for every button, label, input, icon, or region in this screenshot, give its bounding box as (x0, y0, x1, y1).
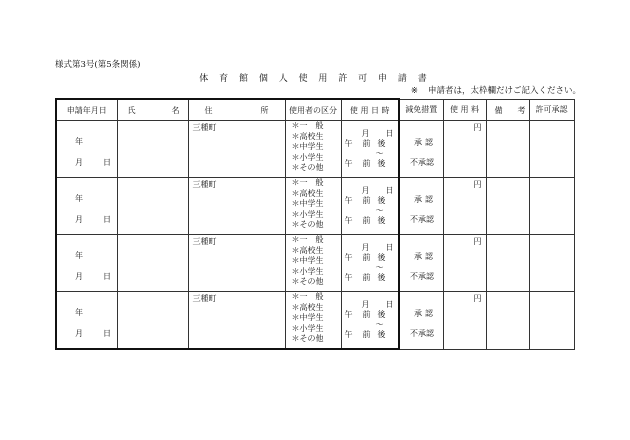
start-ampm-b: 前 (362, 139, 371, 148)
approve-label: 承認 (414, 309, 436, 318)
header-name-second: 名 (171, 106, 180, 115)
category-general: ＊一 般 (291, 178, 324, 187)
form-number: 様式第3号(第5条関係) (55, 60, 141, 70)
category-high-school: ＊高校生 (291, 245, 324, 255)
not-approve-label: 不承認 (410, 272, 434, 281)
day-label: 日 (103, 215, 111, 224)
reduction-cell (399, 235, 443, 292)
category-cell[interactable] (285, 292, 341, 350)
name-cell[interactable] (117, 235, 188, 292)
category-high-school: ＊高校生 (291, 302, 324, 312)
category-junior-high: ＊中学生 (291, 256, 324, 266)
end-ampm-c: 後 (377, 159, 386, 168)
town-label: 三種町 (192, 180, 217, 189)
remarks-cell (486, 235, 529, 292)
end-ampm-b: 前 (362, 273, 371, 282)
name-cell[interactable] (117, 121, 188, 178)
year-label: 年 (75, 251, 83, 260)
year-label: 年 (75, 308, 83, 317)
end-ampm-a: 午 (344, 273, 353, 282)
reduction-cell (399, 178, 443, 235)
approval-cell (529, 178, 574, 235)
application-date-cell[interactable] (56, 178, 117, 235)
start-ampm-a: 午 (344, 253, 353, 262)
end-ampm-a: 午 (344, 330, 353, 339)
end-ampm-c: 後 (377, 216, 386, 225)
time-range-tilde: ～ (375, 206, 384, 215)
header-remarks-second: 考 (517, 105, 526, 115)
start-ampm-a: 午 (344, 310, 353, 319)
end-ampm-b: 前 (362, 330, 371, 339)
category-junior-high: ＊中学生 (291, 199, 324, 209)
yen-label: 円 (473, 237, 482, 246)
use-month-label: 月 (361, 186, 370, 195)
category-cell[interactable] (285, 235, 341, 292)
category-other: ＊その他 (291, 220, 324, 230)
note-text: 申請者は，太枠欄だけご記入ください。 (427, 86, 581, 96)
category-elementary: ＊小学生 (291, 152, 324, 162)
fee-cell (443, 178, 486, 235)
name-cell[interactable] (117, 178, 188, 235)
start-ampm-b: 前 (362, 196, 371, 205)
category-high-school: ＊高校生 (291, 131, 324, 141)
address-cell[interactable] (188, 292, 285, 350)
header-address-second: 所 (260, 106, 269, 115)
town-label: 三種町 (192, 123, 217, 132)
category-other: ＊その他 (291, 163, 324, 173)
use-month-label: 月 (361, 129, 370, 138)
approve-label: 承認 (414, 252, 436, 261)
category-other: ＊その他 (291, 277, 324, 287)
start-ampm-a: 午 (344, 196, 353, 205)
reduction-cell (399, 121, 443, 178)
header-category: 使用者の区分 (285, 99, 341, 121)
header-address (188, 99, 285, 121)
document-title: 体 育 館 個 人 使 用 許 可 申 請 書 (199, 74, 431, 84)
usage-datetime-cell[interactable] (341, 292, 399, 350)
fee-cell (443, 235, 486, 292)
use-day-label: 日 (385, 129, 394, 138)
start-ampm-c: 後 (377, 139, 386, 148)
start-ampm-a: 午 (344, 139, 353, 148)
category-elementary: ＊小学生 (291, 266, 324, 276)
start-ampm-c: 後 (377, 310, 386, 319)
day-label: 日 (103, 158, 111, 167)
approval-cell (529, 235, 574, 292)
month-label: 月 (75, 272, 83, 281)
category-elementary: ＊小学生 (291, 209, 324, 219)
yen-label: 円 (473, 294, 482, 303)
approval-cell (529, 121, 574, 178)
remarks-cell (486, 292, 529, 350)
use-day-label: 日 (385, 243, 394, 252)
fee-cell (443, 121, 486, 178)
application-row (56, 235, 574, 292)
month-label: 月 (75, 329, 83, 338)
address-cell[interactable] (188, 178, 285, 235)
header-address-first: 住 (204, 106, 213, 115)
header-remarks-first: 備 (494, 105, 503, 115)
time-range-tilde: ～ (375, 263, 384, 272)
approval-cell (529, 292, 574, 350)
application-row (56, 121, 574, 178)
month-label: 月 (75, 215, 83, 224)
address-cell[interactable] (188, 121, 285, 178)
start-ampm-c: 後 (377, 253, 386, 262)
application-date-cell[interactable] (56, 235, 117, 292)
use-day-label: 日 (385, 186, 394, 195)
yen-label: 円 (473, 180, 482, 189)
reduction-cell (399, 292, 443, 350)
not-approve-label: 不承認 (410, 215, 434, 224)
time-range-tilde: ～ (375, 320, 384, 329)
not-approve-label: 不承認 (410, 158, 434, 167)
end-ampm-c: 後 (377, 273, 386, 282)
usage-datetime-cell[interactable] (341, 178, 399, 235)
month-label: 月 (75, 158, 83, 167)
address-cell[interactable] (188, 235, 285, 292)
end-ampm-b: 前 (362, 159, 371, 168)
time-range-tilde: ～ (375, 149, 384, 158)
day-label: 日 (103, 329, 111, 338)
application-date-cell[interactable] (56, 292, 117, 350)
category-general: ＊一 般 (291, 235, 324, 244)
category-general: ＊一 般 (291, 292, 324, 301)
end-ampm-c: 後 (377, 330, 386, 339)
start-ampm-b: 前 (362, 253, 371, 262)
end-ampm-a: 午 (344, 216, 353, 225)
town-label: 三種町 (192, 294, 217, 303)
year-label: 年 (75, 194, 83, 203)
header-name (117, 99, 188, 121)
town-label: 三種町 (192, 237, 217, 246)
start-ampm-b: 前 (362, 310, 371, 319)
header-datetime: 使 用 日 時 (341, 99, 399, 121)
header-approval: 許可承認 (529, 99, 574, 121)
use-month-label: 月 (361, 300, 370, 309)
header-row (56, 99, 574, 121)
header-date: 申請年月日 (56, 99, 117, 121)
application-row (56, 292, 574, 350)
category-general: ＊一 般 (291, 121, 324, 130)
year-label: 年 (75, 137, 83, 146)
use-day-label: 日 (385, 300, 394, 309)
header-name-first: 氏 (127, 106, 136, 115)
category-high-school: ＊高校生 (291, 188, 324, 198)
category-junior-high: ＊中学生 (291, 142, 324, 152)
day-label: 日 (103, 272, 111, 281)
instruction-note (411, 84, 581, 96)
category-junior-high: ＊中学生 (291, 313, 324, 323)
end-ampm-b: 前 (362, 216, 371, 225)
header-remarks (486, 99, 529, 121)
remarks-cell (486, 178, 529, 235)
category-elementary: ＊小学生 (291, 323, 324, 333)
use-month-label: 月 (361, 243, 370, 252)
application-row (56, 178, 574, 235)
header-fee: 使 用 料 (443, 99, 486, 121)
application-table (55, 98, 575, 350)
note-mark: ※ (410, 86, 418, 96)
usage-datetime-cell[interactable] (341, 235, 399, 292)
fee-cell (443, 292, 486, 350)
category-other: ＊その他 (291, 334, 324, 344)
approve-label: 承認 (414, 195, 436, 204)
category-cell[interactable] (285, 121, 341, 178)
name-cell[interactable] (117, 292, 188, 350)
not-approve-label: 不承認 (410, 329, 434, 338)
start-ampm-c: 後 (377, 196, 386, 205)
yen-label: 円 (473, 123, 482, 132)
usage-datetime-cell[interactable] (341, 121, 399, 178)
application-date-cell[interactable] (56, 121, 117, 178)
header-reduction: 減免措置 (399, 99, 443, 121)
end-ampm-a: 午 (344, 159, 353, 168)
remarks-cell (486, 121, 529, 178)
category-cell[interactable] (285, 178, 341, 235)
approve-label: 承認 (414, 138, 436, 147)
